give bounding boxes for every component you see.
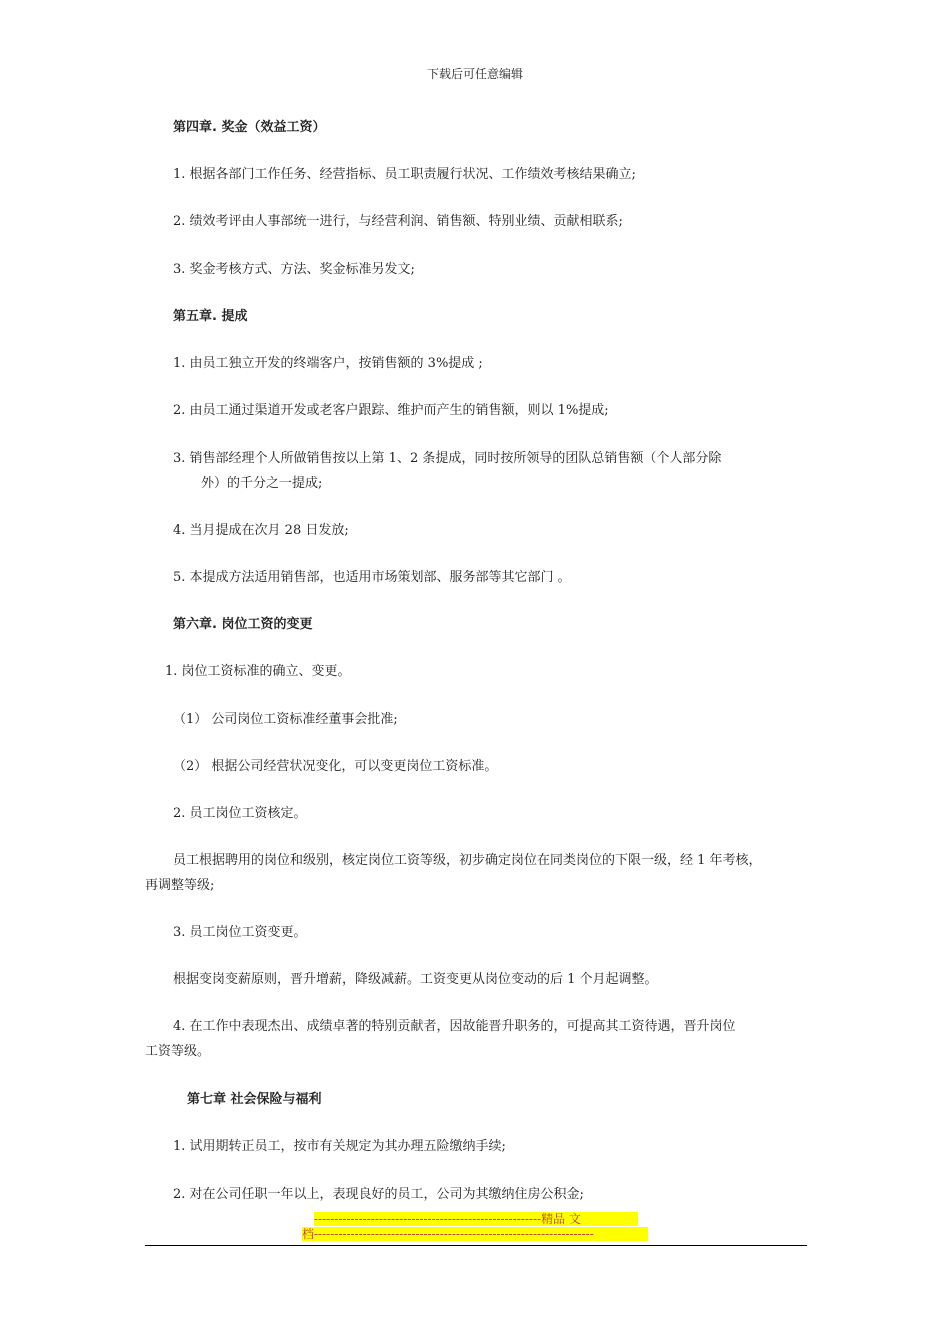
ch6-para-1: 员工根据聘用的岗位和级别，核定岗位工资等级，初步确定岗位在同类岗位的下限一级，经 1 年考核， (173, 853, 762, 868)
ch6-section-4-cont: 工资等级。 (145, 1044, 211, 1059)
ch6-para-1-cont: 再调整等级; (145, 878, 215, 893)
ch5-item-3: 3. 销售部经理个人所做销售按以上第 1、2 条提成，同时按所领导的团队总销售额（个人部分除 (173, 451, 722, 466)
ch5-item-1: 1. 由员工独立开发的终端客户，按销售额的 3%提成 ; (173, 356, 483, 371)
page-header: 下载后可任意编辑 (426, 67, 523, 81)
ch7-item-1: 1. 试用期转正员工，按市有关规定为其办理五险缴纳手续; (173, 1139, 506, 1154)
ch5-item-2: 2. 由员工通过渠道开发或老客户跟踪、维护而产生的销售额，则以 1%提成; (173, 403, 609, 418)
ch6-section-1: 1. 岗位工资标准的确立、变更。 (165, 664, 351, 679)
ch5-item-3-cont: 外）的千分之一提成; (201, 476, 323, 491)
ch6-section-2: 2. 员工岗位工资核定。 (173, 806, 307, 821)
ch6-sub-1: （1） 公司岗位工资标准经董事会批准; (173, 712, 398, 727)
chapter-6-title: 第六章. 岗位工资的变更 (173, 617, 313, 632)
ch6-sub-2: （2） 根据公司经营状况变化，可以变更岗位工资标准。 (173, 759, 498, 774)
chapter-5-title: 第五章. 提成 (173, 309, 248, 324)
footer-rule (145, 1245, 807, 1246)
ch6-section-4: 4. 在工作中表现杰出、成绩卓著的特别贡献者，因故能晋升职务的，可提高其工资待遇，晋升岗位 (173, 1019, 736, 1034)
ch5-item-4: 4. 当月提成在次月 28 日发放; (173, 523, 349, 538)
chapter-7-title: 第七章 社会保险与福利 (187, 1092, 322, 1107)
footer-highlight-line-1: --------------------------------------------------------精品 文 (314, 1212, 638, 1226)
ch4-item-3: 3. 奖金考核方式、方法、奖金标准另发文; (173, 262, 415, 277)
chapter-4-title: 第四章. 奖金（效益工资） (173, 120, 326, 135)
ch6-section-3: 3. 员工岗位工资变更。 (173, 925, 307, 940)
ch6-para-2: 根据变岗变薪原则，晋升增薪，降级减薪。工资变更从岗位变动的后 1 个月起调整。 (173, 972, 658, 987)
ch5-item-5: 5. 本提成方法适用销售部，也适用市场策划部、服务部等其它部门 。 (173, 570, 571, 585)
footer-highlight-line-2: 档--------------------------------------------------------------------- (302, 1227, 648, 1241)
ch4-item-2: 2. 绩效考评由人事部统一进行，与经营利润、销售额、特别业绩、贡献相联系; (173, 214, 623, 229)
ch4-item-1: 1. 根据各部门工作任务、经营指标、员工职责履行状况、工作绩效考核结果确立; (173, 167, 636, 182)
ch7-item-2: 2. 对在公司任职一年以上，表现良好的员工，公司为其缴纳住房公积金; (173, 1187, 584, 1202)
